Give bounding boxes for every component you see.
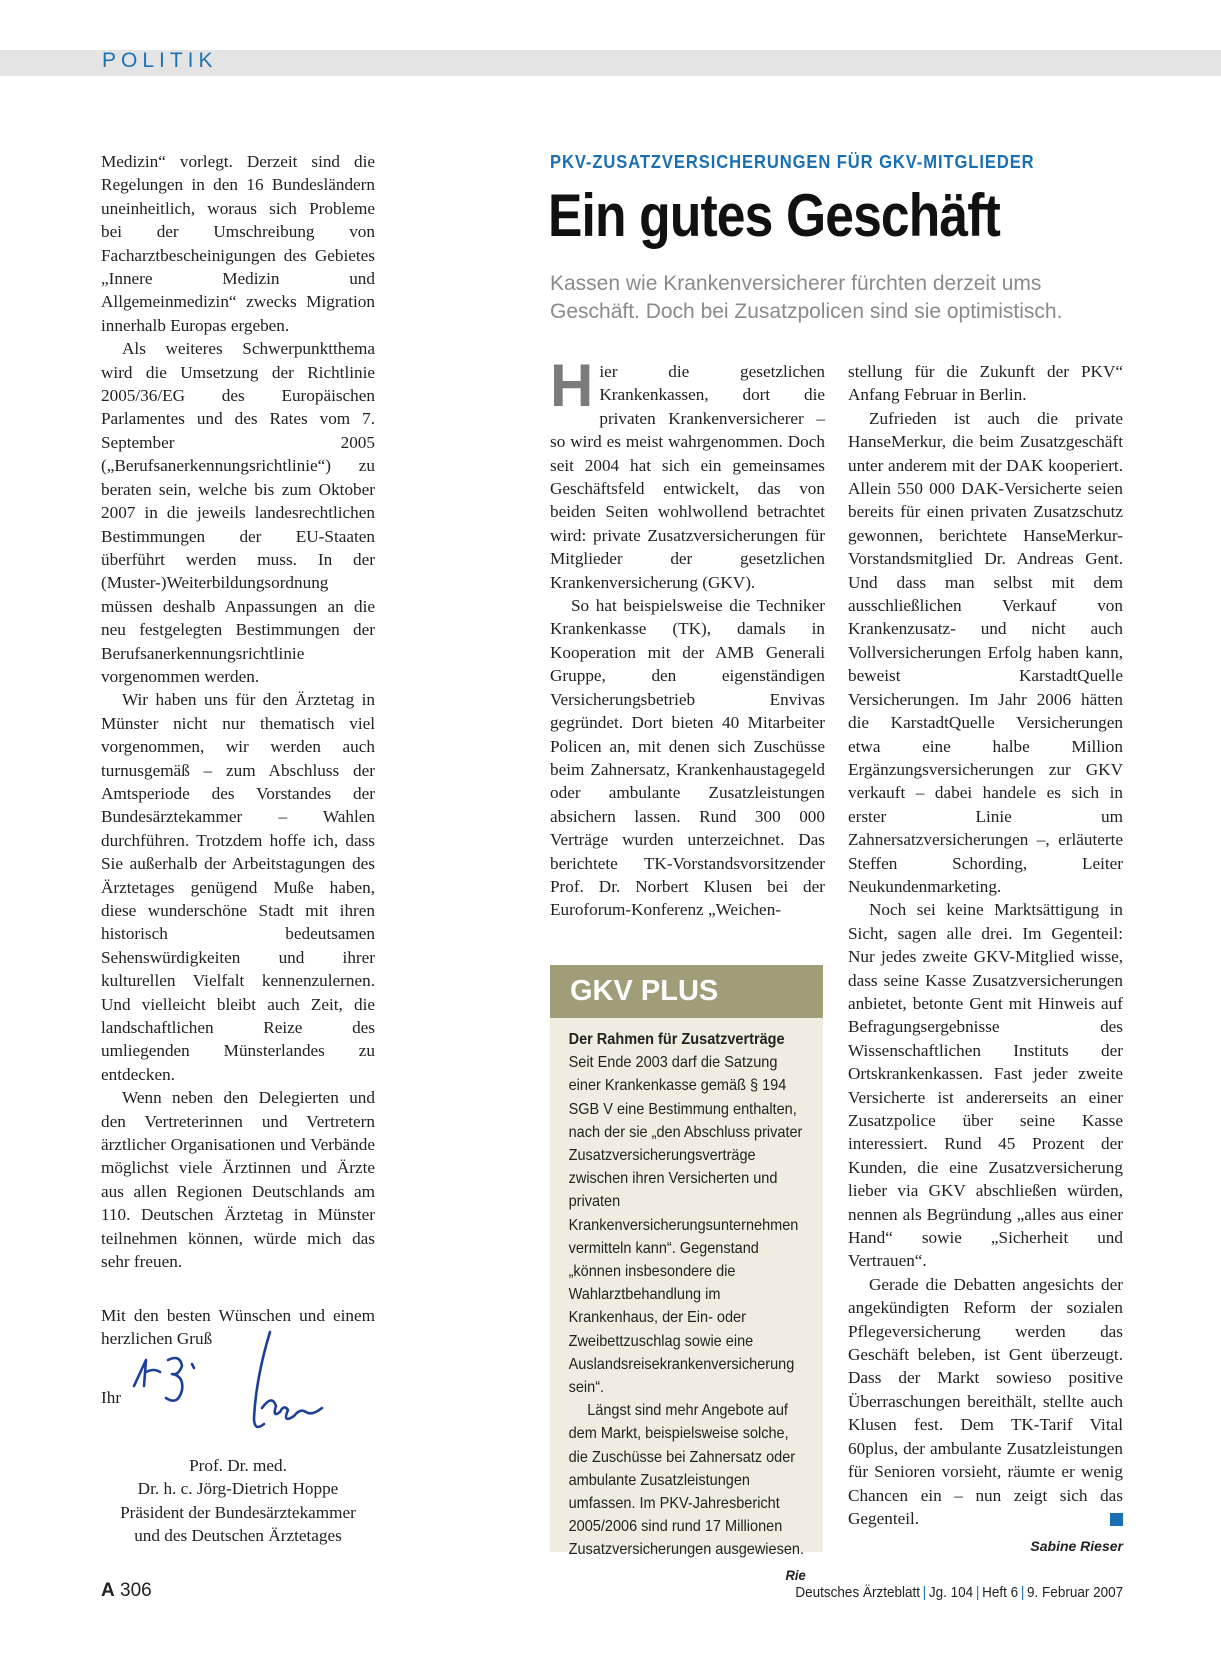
- article-column-2: [550, 352, 825, 922]
- closing-greeting: Mit den besten Wünschen und einem herzlichen Gruß: [101, 1305, 375, 1348]
- end-of-article-square-icon: [1110, 1513, 1123, 1526]
- handwritten-signature: [132, 1328, 352, 1446]
- footer-meta: [795, 1584, 1123, 1601]
- article-kicker: PKV-ZUSATZVERSICHERUNGEN FÜR GKV-MITGLIEDER: [550, 152, 1035, 172]
- author-title: Prof. Dr. med.: [189, 1455, 287, 1475]
- article-standfirst: Kassen wie Krankenversicherer fürchten derzeit ums Geschäft. Doch bei Zusatzpolicen sind sie optimistisch.: [550, 272, 1063, 323]
- editorial-paragraph: Wenn neben den Delegierten und den Vertreterinnen und Vertretern ärztlicher Organisationen und Verbände möglichst viele Ärztinnen und Ärzte aus allen Regionen Deutschlands am 110. Deutschen Ärztetag in Münster teilnehmen können, würde mich das sehr freuen.: [101, 1088, 375, 1272]
- article-column-3: [848, 360, 1123, 1530]
- page-number-value: 306: [120, 1580, 152, 1601]
- drop-cap: H: [550, 352, 594, 419]
- journal-volume: Jg. 104: [928, 1584, 974, 1601]
- journal-date: 9. Februar 2007: [1026, 1584, 1123, 1601]
- sidebar-paragraph-text: Längst sind mehr Angebote auf dem Markt, beispielsweise solche, die Zuschüsse bei Zahnersatz oder ambulante Zusatzleistungen umfassen. Im PKV-Jahresbericht 2005/2006 sind rund 17 Millionen Zusatzversicherungen ausgewiesen.: [568, 1402, 804, 1559]
- sidebar-signature: Rie: [785, 1566, 806, 1583]
- author-role-2: und des Deutschen Ärztetages: [134, 1525, 342, 1545]
- separator: |: [1020, 1584, 1025, 1601]
- separator: |: [975, 1584, 980, 1601]
- article-paragraph: [550, 352, 825, 594]
- journal-name: Deutsches Ärzteblatt: [795, 1584, 920, 1601]
- signature-block: [101, 1454, 375, 1548]
- article-byline: Sabine Rieser: [1030, 1538, 1123, 1554]
- journal-issue: Heft 6: [981, 1584, 1019, 1601]
- page-number: [101, 1580, 152, 1602]
- separator: |: [922, 1584, 927, 1601]
- page-prefix: A: [101, 1580, 115, 1601]
- sidebar-body: [550, 1018, 821, 1583]
- editorial-paragraph: Medizin“ vorlegt. Derzeit sind die Regelungen in den 16 Bundesländern uneinheitlich, woraus sich Probleme bei der Umschreibung von Facharztbescheinigungen des Gebietes „Innere Medizin und Allgemeinmedizin“ zwecks Migration innerhalb Europas ergeben.: [101, 152, 375, 335]
- sidebar-paragraph: [568, 1399, 806, 1583]
- article-headline: Ein gutes Geschäft: [548, 182, 1000, 249]
- editorial-paragraph: Als weiteres Schwerpunktthema wird die Umsetzung der Richtlinie 2005/36/EG des Europäischen Parlamentes und des Rates vom 7. September 2005 („Berufsanerkennungsrichtlinie“) zu beraten sein, welche bis zum Oktober 2007 in die jeweils landesrechtlichen Bestimmungen der EU-Staaten überführt werden muss. In der (Muster-)Weiterbildungsordnung müssen deshalb Anpassungen an die neu festgelegten Bestimmungen der Berufsanerkennungsrichtlinie vorgenommen werden.: [101, 339, 375, 686]
- editorial-paragraph: Wir haben uns für den Ärztetag in Münster nicht nur thematisch viel vorgenommen, wir werden auch turnusgemäß – zum Abschluss der Amtsperiode des Vorstandes der Bundesärztekammer – Wahlen durchführen. Trotzdem hoffe ich, dass Sie außerhalb der Arbeitstagungen des Ärztetages genügend Muße haben, diese wunderschöne Stadt mit ihren historisch bedeutsamen Sehenswürdigkeiten und ihrer kulturellen Vielfalt kennenzulernen. Und vielleicht bleibt auch Zeit, die landschaftlichen Reize des umliegenden Münsterlandes zu entdecken.: [101, 690, 375, 1084]
- article-paragraph-text: ier die gesetzlichen Krankenkassen, dort die privaten Krankenversicherer – so wird es meist wahrgenommen. Doch seit 2004 hat sich ein gemeinsames Geschäftsfeld entwickelt, das von beiden Seiten wohlwollend betrachtet wird: private Zusatzversicherungen für Mitglieder der gesetzlichen Krankenversicherung (GKV).: [550, 362, 825, 592]
- author-role: Präsident der Bundesärztekammer: [120, 1502, 356, 1522]
- author-name: Dr. h. c. Jörg-Dietrich Hoppe: [137, 1479, 339, 1499]
- sidebar-paragraph: Seit Ende 2003 darf die Satzung einer Krankenkasse gemäß § 194 SGB V eine Bestimmung enthalten, nach der sie „den Abschluss privater Zusatzversicherungsverträge zwischen ihren Versicherten und privaten Krankenversicherungsunternehmen vermitteln kann“. Gegenstand „können insbesondere die Wahlarztbehandlung im Krankenhaus, der Ein- oder Zweibettzuschlag sowie eine Auslandsreisekrankenversicherung sein“.: [568, 1054, 803, 1397]
- section-label: POLITIK: [102, 49, 218, 72]
- sidebar-box: [550, 965, 823, 1583]
- article-paragraph: So hat beispielsweise die Techniker Krankenkasse (TK), damals in Kooperation mit der AMB Generali Gruppe, den eigenständigen Versicherungsbetrieb Envivas gegründet. Dort bieten 40 Mitarbeiter Policen an, mit denen sich Zuschüsse beim Zahnersatz, Krankenhaustagegeld oder ambulante Zusatzleistungen absichern lassen. Rund 300 000 Verträge wurden unterzeichnet. Das berichtete TK-Vorstandsvorsitzender Prof. Dr. Norbert Klusen bei der Euroforum-Konferenz „Weichen-: [550, 596, 825, 920]
- article-paragraph: [848, 1273, 1123, 1530]
- sidebar-title: GKV PLUS: [550, 965, 823, 1018]
- salutation-ihr: Ihr: [101, 1388, 122, 1408]
- article-paragraph-text: Gerade die Debatten angesichts der angekündigten Reform der sozialen Pflegeversicherung werden das Geschäft beleben, ist Gent überzeugt. Dass der Markt sowieso positive Überraschungen bereithält, stellte auch Klusen fest. Dem TK-Tarif Vital 60plus, der ambulante Zusatzleistungen für Senioren vorsieht, räumte er wenig Chancen ein – nun zeigt sich das Gegenteil.: [848, 1274, 1123, 1528]
- sidebar-subtitle: Der Rahmen für Zusatzverträge: [568, 1031, 785, 1048]
- article-paragraph: Noch sei keine Marktsättigung in Sicht, sagen alle drei. Im Gegenteil: Nur jedes zweite GKV-Mitglied wisse, dass seine Kasse Zusatzversicherungen anbietet, betonte Gent mit Hinweis auf Befragungsergebnisse des Wissenschaftlichen Instituts der Ortskrankenkassen. Fast jeder zweite Versicherte ist andererseits an einer Zusatzpolice über seine Kasse interessiert. Rund 45 Prozent der Kunden, die eine Zusatzversicherung lieber via GKV abschließen würden, nennen als Begründung „alles aus einer Hand“ sowie „Sicherheit und Vertrauen“.: [848, 900, 1123, 1271]
- article-paragraph: stellung für die Zukunft der PKV“ Anfang Februar in Berlin.: [848, 362, 1123, 405]
- article-paragraph: Zufrieden ist auch die private HanseMerkur, die beim Zusatzgeschäft unter anderem mit der DAK kooperiert. Allein 550 000 DAK-Versicherte seien bereits für einen privaten Zusatzschutz gewonnen, berichtete HanseMerkur-Vorstandsmitglied Dr. Andreas Gent. Und dass man selbst mit dem ausschließlichen Verkauf von Krankenzusatz- und nicht auch Vollversicherungen Erfolg haben kann, beweist KarstadtQuelle Versicherungen. Im Jahr 2006 hätten die KarstadtQuelle Versicherungen etwa eine halbe Million Ergänzungsversicherungen zur GKV verkauft – dabei handele es sich in erster Linie um Zahnersatzversicherungen –, erläuterte Steffen Schording, Leiter Neukundenmarketing.: [848, 408, 1123, 896]
